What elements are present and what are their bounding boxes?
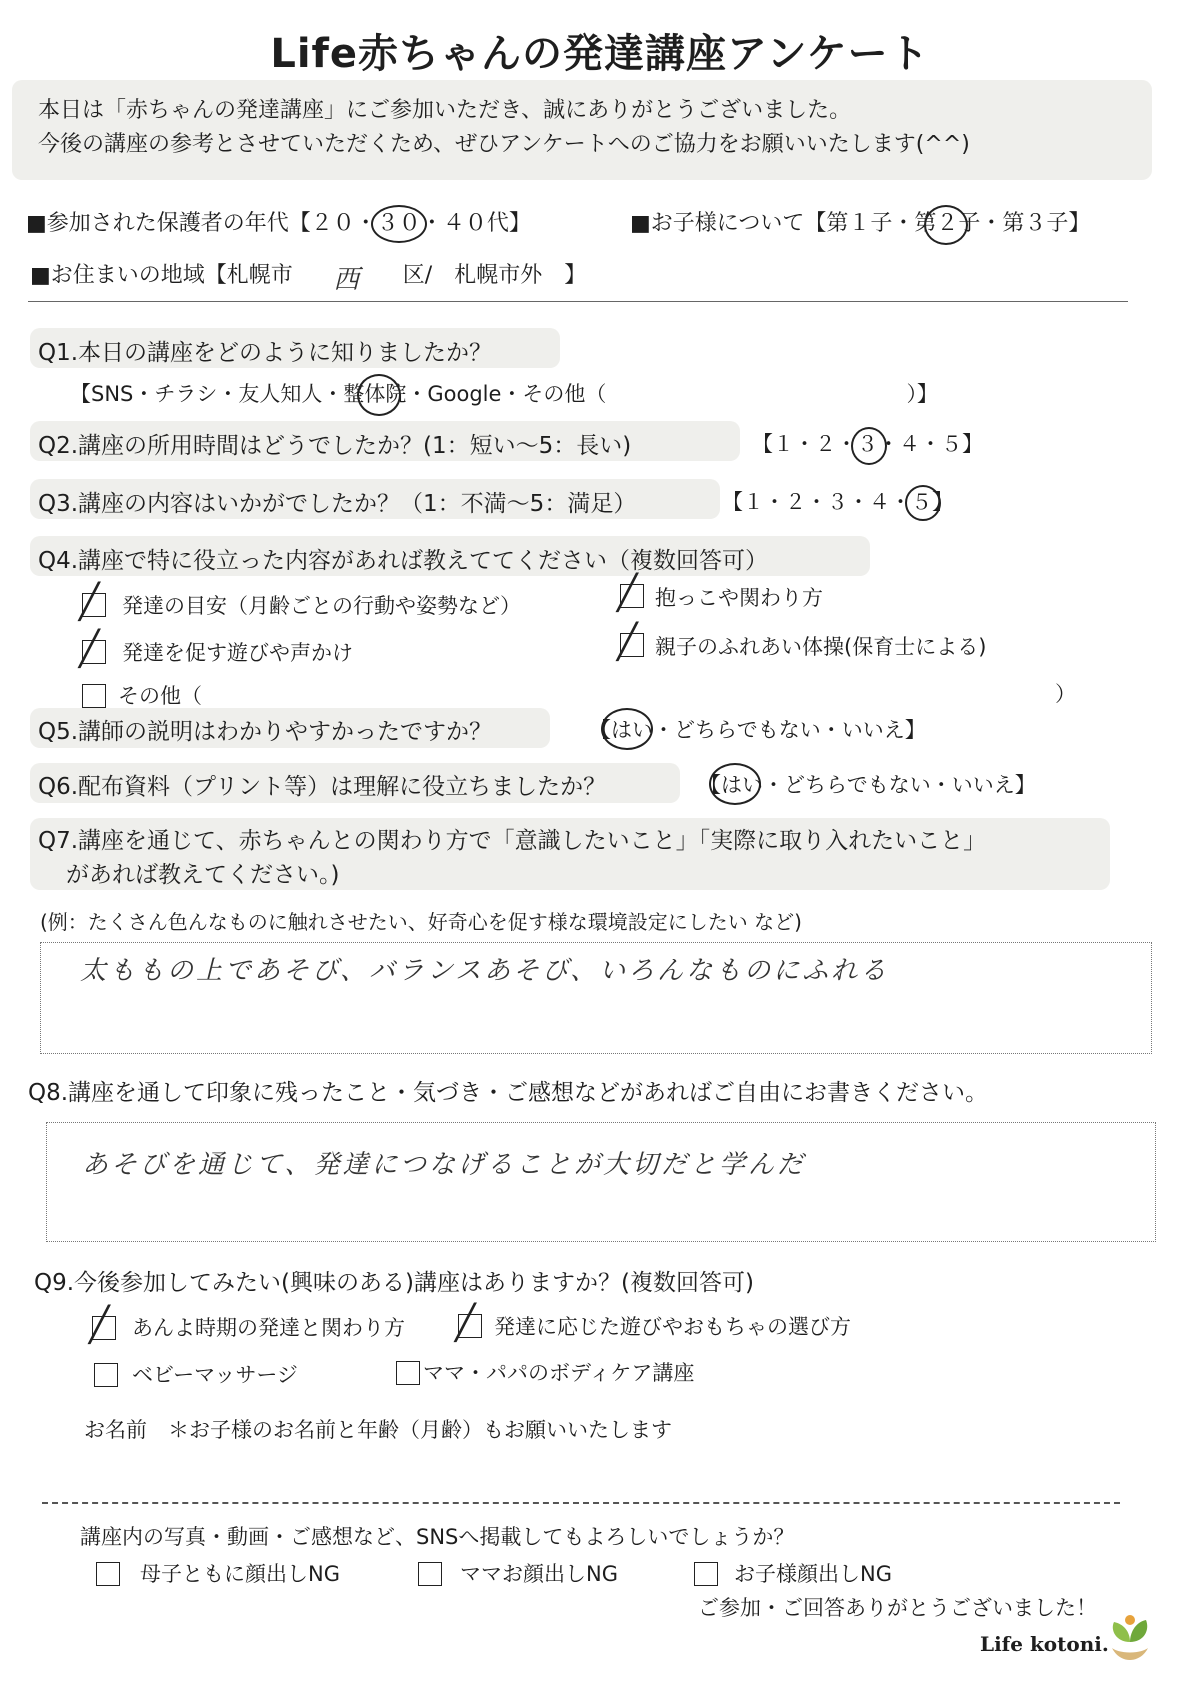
q1-selected[interactable]: 整体院 bbox=[343, 382, 406, 406]
selection-circle bbox=[905, 485, 941, 521]
name-field-label: お名前 ＊お子様のお名前と年齢（月齢）もお願いいたします bbox=[84, 1418, 672, 1442]
area-handwritten[interactable]: 西 bbox=[333, 265, 363, 295]
q2-question: Q2.講座の所用時間はどうでしたか？(1：短い〜5：長い) bbox=[38, 433, 632, 459]
q4-option-2: 抱っこや関わり方 bbox=[655, 586, 823, 610]
q3-selected[interactable]: ５ bbox=[911, 490, 932, 514]
q8-answer-box[interactable] bbox=[46, 1122, 1156, 1242]
child-order-label: ■お子様について【第１子・ bbox=[630, 211, 915, 236]
q1-options: 【SNS・チラシ・友人知人・整体院 ・Google・その他（ ）】 bbox=[70, 378, 938, 408]
parent-age-rest: ・４０代】 bbox=[420, 211, 531, 236]
parent-age-label: ■参加された保護者の年代【２０・ bbox=[26, 211, 377, 236]
dashed-divider bbox=[42, 1502, 1120, 1504]
q9-checkbox-4[interactable] bbox=[396, 1361, 420, 1385]
sns-checkbox-3[interactable] bbox=[694, 1562, 718, 1586]
q5-question: Q5.講師の説明はわかりやすかったですか？ bbox=[38, 719, 493, 745]
q9-option-3: ベビーマッサージ bbox=[132, 1363, 298, 1387]
q9-option-2: 発達に応じた遊びやおもちゃの選び方 bbox=[494, 1315, 851, 1339]
q4-other-close: ） bbox=[1055, 682, 1076, 706]
q3-scale: 【１・２・３・４・５ 】 bbox=[722, 486, 953, 516]
parent-age-selected[interactable]: ３０ bbox=[377, 211, 421, 236]
q6-selected[interactable]: はい bbox=[721, 773, 763, 797]
check-mark-icon: ╱ bbox=[455, 1303, 476, 1343]
check-mark-icon: ╱ bbox=[617, 573, 638, 613]
child-order-selected[interactable]: 第２子 bbox=[914, 211, 980, 236]
parent-age-field bbox=[26, 206, 531, 237]
q3-question: Q3.講座の内容はいかがでしたか？（1：不満〜5：満足） bbox=[38, 491, 637, 517]
area-rest: 区/ 札幌市外 】 bbox=[402, 263, 587, 288]
q4-option-1: 発達の目安（月齢ごとの行動や姿勢など） bbox=[122, 594, 521, 618]
sns-question: 講座内の写真・動画・ご感想など、SNSへ掲載してもよろしいでしょうか？ bbox=[80, 1525, 795, 1549]
page-title: Life赤ちゃんの発達講座アンケート bbox=[270, 31, 930, 77]
q9-option-4: ママ・パパのボディケア講座 bbox=[423, 1361, 695, 1385]
q9-question: Q9.今後参加してみたい(興味のある)講座はありますか？(複数回答可) bbox=[34, 1270, 754, 1296]
thanks-message: ご参加・ご回答ありがとうございました！ bbox=[698, 1596, 1097, 1620]
area-field bbox=[30, 253, 587, 295]
q6-question: Q6.配布資料（プリント等）は理解に役立ちましたか？ bbox=[38, 774, 607, 800]
q7-question-line-1: Q7.講座を通じて、赤ちゃんとの関わり方で「意識したいこと」「実際に取り入れたいこと」 bbox=[38, 828, 987, 854]
q7-example: (例：たくさん色んなものに触れさせたい、好奇心を促す様な環境設定にしたい など) bbox=[40, 910, 802, 934]
q4-checkbox-4[interactable] bbox=[617, 622, 644, 662]
q4-checkbox-1[interactable] bbox=[79, 582, 106, 622]
q9-checkbox-3[interactable] bbox=[94, 1363, 118, 1387]
selection-circle bbox=[371, 205, 427, 243]
q4-checkbox-3[interactable] bbox=[79, 629, 106, 669]
sns-checkbox-1[interactable] bbox=[96, 1562, 120, 1586]
intro-line-1: 本日は「赤ちゃんの発達講座」にご参加いただき、誠にありがとうございました。 bbox=[38, 98, 852, 123]
q4-checkbox-2[interactable] bbox=[617, 573, 644, 613]
leaf-logo-icon bbox=[1106, 1612, 1154, 1666]
selection-circle bbox=[601, 708, 653, 750]
q7-answer: 太ももの上であそび、バランスあそび、いろんなものにふれる bbox=[80, 956, 890, 986]
sns-option-2: ママお顔出しNG bbox=[460, 1562, 618, 1586]
q4-checkbox-5[interactable] bbox=[82, 684, 106, 708]
area-label: ■お住まいの地域【札幌市 bbox=[30, 263, 293, 288]
check-mark-icon: ╱ bbox=[79, 629, 100, 669]
q4-question: Q4.講座で特に役立った内容があれば教えててください（複数回答可） bbox=[38, 548, 769, 574]
sns-option-1: 母子ともに顔出しNG bbox=[140, 1562, 340, 1586]
q2-scale: 【１・２・３ ・４・５】 bbox=[752, 428, 983, 458]
child-order-rest: ・第３子】 bbox=[980, 211, 1091, 236]
selection-circle bbox=[924, 205, 968, 245]
q5-options: 【はい ・どちらでもない・いいえ】 bbox=[590, 714, 926, 744]
q2-selected[interactable]: ３ bbox=[857, 432, 878, 456]
brand-logo-text: Life kotoni. bbox=[980, 1632, 1109, 1656]
selection-circle bbox=[357, 374, 401, 416]
q6-options: 【はい ・どちらでもない・いいえ】 bbox=[700, 769, 1036, 799]
child-order-field bbox=[630, 206, 1090, 237]
q9-option-1: あんよ時期の発達と関わり方 bbox=[132, 1316, 405, 1340]
check-mark-icon: ╱ bbox=[617, 622, 638, 662]
sns-checkbox-2[interactable] bbox=[418, 1562, 442, 1586]
q4-option-3: 発達を促す遊びや声かけ bbox=[122, 641, 353, 665]
check-mark-icon: ╱ bbox=[89, 1305, 110, 1345]
check-mark-icon: ╱ bbox=[79, 582, 100, 622]
q1-question: Q1.本日の講座をどのように知りましたか？ bbox=[38, 340, 493, 366]
divider bbox=[28, 301, 1128, 302]
selection-circle bbox=[851, 427, 887, 465]
q5-selected[interactable]: はい bbox=[611, 718, 653, 742]
q9-checkbox-2[interactable] bbox=[455, 1303, 482, 1343]
q7-question-line-2: があれば教えてください。) bbox=[66, 862, 340, 888]
q9-checkbox-1[interactable] bbox=[89, 1305, 116, 1345]
q8-question: Q8.講座を通して印象に残ったこと・気づき・ご感想などがあればご自由にお書きください。 bbox=[28, 1080, 989, 1106]
q4-option-4: 親子のふれあい体操(保育士による) bbox=[655, 635, 987, 659]
intro-line-2: 今後の講座の参考とさせていただくため、ぜひアンケートへのご協力をお願いいたします(^^) bbox=[38, 132, 970, 157]
selection-circle bbox=[709, 763, 761, 805]
q4-option-5: その他（ bbox=[118, 684, 202, 708]
sns-option-3: お子様顔出しNG bbox=[734, 1562, 892, 1586]
q8-answer: あそびを通じて、発達につなげることが大切だと学んだ bbox=[82, 1150, 806, 1180]
